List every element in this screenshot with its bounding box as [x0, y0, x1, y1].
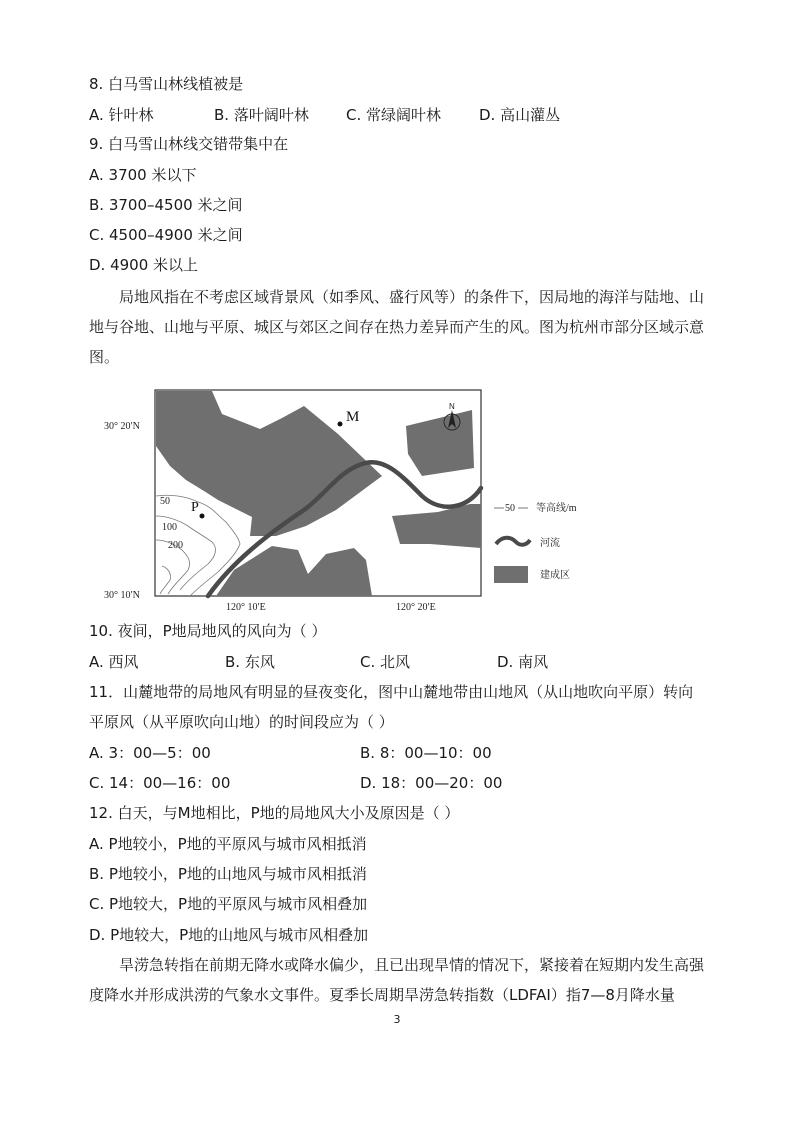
hangzhou-map	[100, 384, 580, 616]
point-p-label: P	[191, 500, 199, 515]
q11-option-a: A. 3：00—5：00	[89, 744, 211, 762]
q8-stem: 8. 白马雪山林线植被是	[89, 75, 244, 93]
lon-label-right: 120° 20′E	[396, 602, 436, 613]
q11-stem-line2: 平原风（从平原吹向山地）的时间段应为（ ）	[89, 713, 394, 731]
legend-contour-value: 50	[505, 503, 515, 514]
q8-option-b: B. 落叶阔叶林	[214, 106, 309, 124]
page-number: 3	[393, 1013, 401, 1026]
q9-stem: 9. 白马雪山林线交错带集中在	[89, 135, 289, 153]
contour-label-50: 50	[160, 496, 170, 507]
contour-label-200: 200	[168, 540, 183, 551]
q9-option-d: D. 4900 米以上	[89, 256, 199, 274]
q10-option-c: C. 北风	[360, 653, 411, 671]
q11-option-d: D. 18：00—20：00	[360, 774, 503, 792]
q10-option-a: A. 西风	[89, 653, 139, 671]
point-m-label: M	[346, 409, 360, 425]
intro-paragraph-drought-flood: 旱涝急转指在前期无降水或降水偏少，且已出现旱情的情况下，紧接着在短期内发生高强度降水并形成洪涝的气象水文事件。夏季长周期旱涝急转指数（LDFAI）指7—8月降水量	[89, 956, 705, 1004]
q9-option-a: A. 3700 米以下	[89, 166, 197, 184]
legend-built-swatch	[494, 566, 528, 583]
q9-option-c: C. 4500–4900 米之间	[89, 226, 243, 244]
legend-river-label: 河流	[540, 538, 560, 549]
point-m-marker	[338, 422, 343, 427]
q8-option-a: A. 针叶林	[89, 106, 154, 124]
q11-option-b: B. 8：00—10：00	[360, 744, 492, 762]
q12-option-a: A. P地较小，P地的平原风与城市风相抵消	[89, 835, 367, 853]
q12-stem: 12. 白天，与M地相比，P地的局地风大小及原因是（ ）	[89, 804, 460, 822]
q8-option-d: D. 高山灌丛	[479, 106, 561, 124]
legend-river-icon	[496, 538, 530, 545]
q8-option-c: C. 常绿阔叶林	[346, 106, 442, 124]
q9-option-b: B. 3700–4500 米之间	[89, 196, 243, 214]
contour-label-100: 100	[162, 522, 177, 533]
lat-label-top: 30° 20′N	[104, 421, 140, 432]
q10-stem: 10. 夜间，P地局地风的风向为（ ）	[89, 622, 327, 640]
intro-paragraph-local-wind: 局地风指在不考虑区域背景风（如季风、盛行风等）的条件下，因局地的海洋与陆地、山地与谷地、山地与平原、城区与郊区之间存在热力差异而产生的风。图为杭州市部分区域示意图。	[89, 288, 705, 366]
lat-label-bottom: 30° 10′N	[104, 590, 140, 601]
built-area-west-strip	[156, 391, 162, 448]
lon-label-left: 120° 10′E	[226, 602, 266, 613]
q12-option-b: B. P地较小，P地的山地风与城市风相抵消	[89, 865, 367, 883]
q11-stem-line1: 11．山麓地带的局地风有明显的昼夜变化，图中山麓地带由山地风（从山地吹向平原）转向	[89, 683, 694, 701]
point-p-marker	[200, 514, 205, 519]
legend-built-label: 建成区	[540, 570, 570, 581]
q12-option-c: C. P地较大，P地的平原风与城市风相叠加	[89, 895, 368, 913]
map-legend	[494, 501, 577, 583]
q12-option-d: D. P地较大，P地的山地风与城市风相叠加	[89, 926, 369, 944]
legend-contour-label: 等高线/m	[536, 503, 577, 514]
q10-option-b: B. 东风	[225, 653, 275, 671]
q11-option-c: C. 14：00—16：00	[89, 774, 231, 792]
north-label: N	[449, 402, 455, 411]
q10-option-d: D. 南风	[497, 653, 549, 671]
